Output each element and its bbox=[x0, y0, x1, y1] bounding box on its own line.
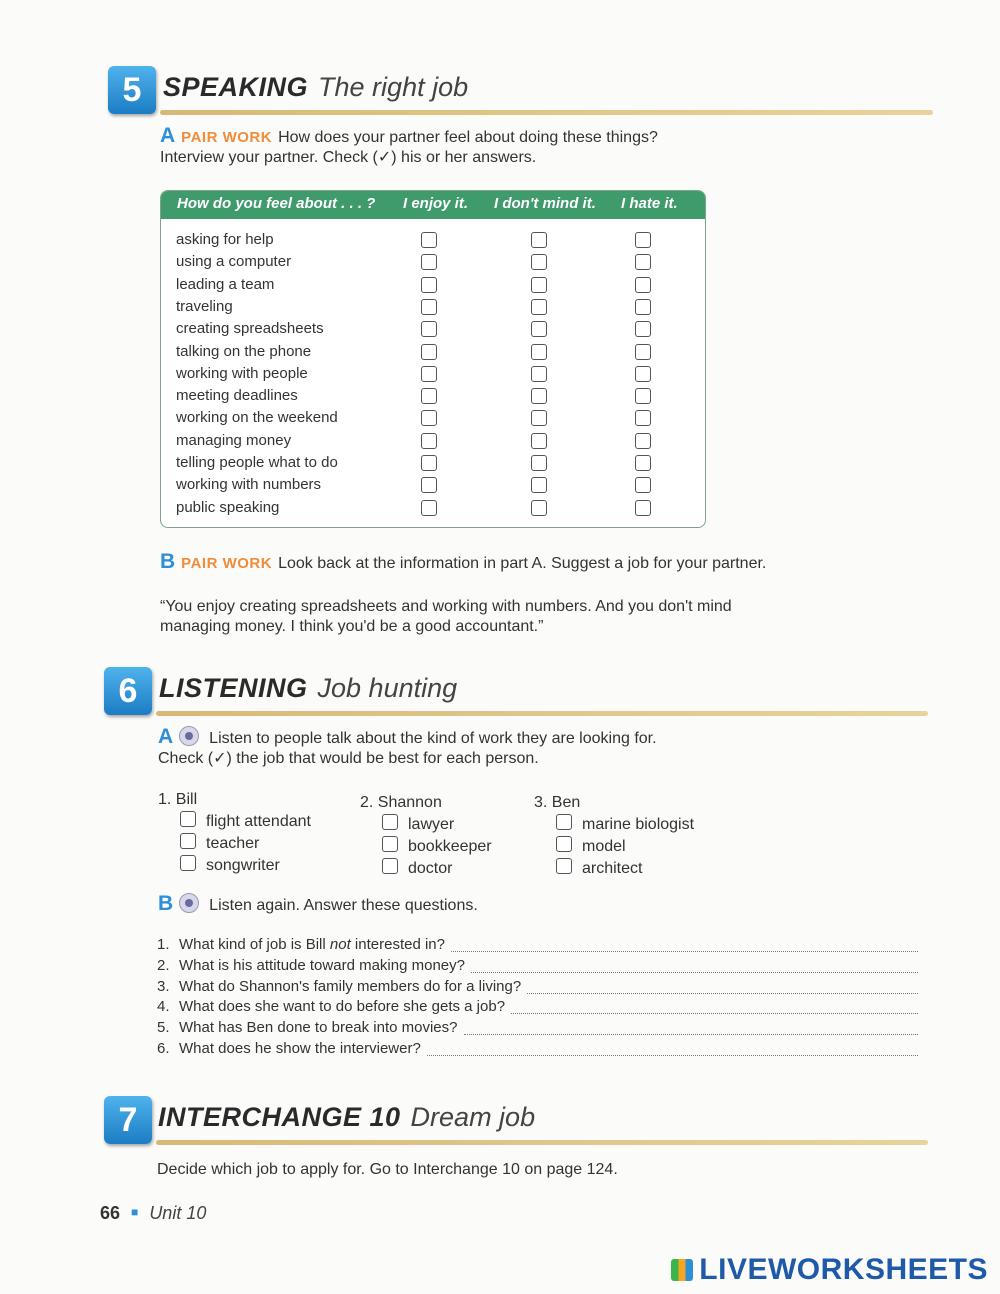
question-text: What is his attitude toward making money? bbox=[179, 956, 465, 974]
feelings-table-header bbox=[161, 191, 705, 219]
section-6-title bbox=[159, 673, 457, 704]
job-option-checkbox[interactable] bbox=[382, 858, 398, 874]
table-row-label: using a computer bbox=[176, 253, 292, 271]
table-row-label: creating spreadsheets bbox=[176, 320, 324, 338]
checkbox-enjoy[interactable] bbox=[421, 344, 437, 360]
question-item bbox=[157, 1019, 458, 1036]
logo-text: LIVEWORKSHEETS bbox=[699, 1253, 988, 1286]
job-option[interactable] bbox=[158, 855, 311, 877]
answer-line[interactable] bbox=[527, 993, 918, 994]
table-row-label: leading a team bbox=[176, 275, 275, 293]
question-text: What do Shannon's family members do for a living? bbox=[179, 977, 522, 995]
unit-label: Unit 10 bbox=[149, 1203, 207, 1223]
question-text: What does she want to do before she gets a job? bbox=[179, 998, 506, 1016]
question-number: 3. bbox=[157, 977, 170, 995]
checkbox-hate[interactable] bbox=[635, 344, 651, 360]
checkbox-hate[interactable] bbox=[635, 388, 651, 404]
section-7-title bbox=[158, 1102, 535, 1133]
checkbox-enjoy[interactable] bbox=[421, 277, 437, 293]
job-option-checkbox[interactable] bbox=[180, 855, 196, 871]
section-7-rule bbox=[156, 1140, 928, 1145]
table-row-label: public speaking bbox=[176, 498, 280, 516]
checkbox-hate[interactable] bbox=[635, 433, 651, 449]
checkbox-enjoy[interactable] bbox=[421, 455, 437, 471]
header-dont-mind: I don't mind it. bbox=[494, 195, 596, 212]
checkbox-dont-mind[interactable] bbox=[531, 500, 547, 516]
part-a-letter: A bbox=[160, 124, 176, 147]
job-option-label: lawyer bbox=[408, 816, 455, 833]
question-number: 4. bbox=[157, 998, 170, 1016]
section-7-number: 7 bbox=[104, 1096, 152, 1144]
checkbox-enjoy[interactable] bbox=[421, 366, 437, 382]
checkbox-dont-mind[interactable] bbox=[531, 455, 547, 471]
part-a-line2: Interview your partner. Check (✓) his or her answers. bbox=[160, 149, 537, 166]
section-6-rule bbox=[156, 711, 928, 716]
person-choice-group bbox=[360, 792, 492, 880]
checkbox-dont-mind[interactable] bbox=[531, 433, 547, 449]
question-item bbox=[157, 957, 465, 974]
checkbox-dont-mind[interactable] bbox=[531, 254, 547, 270]
checkbox-enjoy[interactable] bbox=[421, 299, 437, 315]
section-7-instruction: Decide which job to apply for. Go to Interchange 10 on page 124. bbox=[157, 1161, 618, 1178]
checkbox-hate[interactable] bbox=[635, 410, 651, 426]
part-b-letter-6: B bbox=[158, 892, 174, 915]
checkbox-dont-mind[interactable] bbox=[531, 410, 547, 426]
part-a-letter-6: A bbox=[158, 725, 174, 748]
checkbox-enjoy[interactable] bbox=[421, 232, 437, 248]
question-number: 1. bbox=[157, 936, 170, 953]
checkbox-hate[interactable] bbox=[635, 366, 651, 382]
job-option-label: model bbox=[582, 838, 626, 855]
job-option-checkbox[interactable] bbox=[382, 836, 398, 852]
section-6-subtitle: Job hunting bbox=[317, 673, 458, 703]
question-text: What has Ben done to break into movies? bbox=[179, 1019, 458, 1037]
question-item bbox=[157, 1040, 421, 1057]
header-enjoy: I enjoy it. bbox=[403, 195, 469, 212]
checkbox-dont-mind[interactable] bbox=[531, 344, 547, 360]
section-6-number: 6 bbox=[104, 667, 152, 715]
person-choice-group bbox=[158, 789, 311, 877]
part-b-letter: B bbox=[160, 550, 176, 573]
liveworksheets-logo[interactable] bbox=[671, 1253, 988, 1287]
checkbox-dont-mind[interactable] bbox=[531, 321, 547, 337]
job-option-label: architect bbox=[582, 860, 643, 877]
checkbox-enjoy[interactable] bbox=[421, 477, 437, 493]
question-text: What kind of job is Bill bbox=[179, 936, 330, 953]
pair-work-label-b: PAIR WORK bbox=[181, 555, 273, 572]
part-b-example bbox=[160, 597, 880, 637]
table-row-label: talking on the phone bbox=[176, 342, 312, 360]
job-option-label: doctor bbox=[408, 860, 453, 877]
page-number: 66 bbox=[100, 1203, 121, 1223]
job-option-label: bookkeeper bbox=[408, 838, 492, 855]
section-5-subtitle: The right job bbox=[318, 72, 469, 102]
table-row-label: working with numbers bbox=[176, 476, 322, 494]
checkbox-hate[interactable] bbox=[635, 477, 651, 493]
table-row-label: telling people what to do bbox=[176, 454, 338, 471]
job-option[interactable] bbox=[360, 836, 492, 858]
checkbox-enjoy[interactable] bbox=[421, 388, 437, 404]
section-6-heading: LISTENING bbox=[159, 673, 308, 703]
checkbox-enjoy[interactable] bbox=[421, 254, 437, 270]
audio-cd-icon-b[interactable] bbox=[179, 893, 199, 913]
question-number: 2. bbox=[157, 956, 170, 974]
job-option[interactable] bbox=[360, 858, 492, 880]
pair-work-label: PAIR WORK bbox=[181, 129, 273, 146]
checkbox-enjoy[interactable] bbox=[421, 321, 437, 337]
footer-square-icon: ■ bbox=[131, 1205, 139, 1219]
checkbox-dont-mind[interactable] bbox=[531, 388, 547, 404]
section-5-part-a-instructions bbox=[160, 126, 860, 168]
answer-line[interactable] bbox=[511, 1013, 918, 1014]
section-7-subtitle: Dream job bbox=[410, 1102, 536, 1132]
section-5-part-b bbox=[160, 552, 880, 574]
header-hate: I hate it. bbox=[621, 195, 678, 212]
checkbox-enjoy[interactable] bbox=[421, 433, 437, 449]
section-5-heading: SPEAKING bbox=[163, 72, 309, 102]
job-option-checkbox[interactable] bbox=[556, 836, 572, 852]
job-option-label: marine biologist bbox=[582, 816, 695, 833]
job-option-label: flight attendant bbox=[206, 813, 311, 830]
listening-a-line2: Check (✓) the job that would be best for each person. bbox=[158, 750, 539, 767]
page-footer bbox=[100, 1203, 206, 1224]
section-6-part-a-instructions bbox=[158, 726, 858, 769]
question-number: 6. bbox=[157, 1040, 170, 1057]
answer-line[interactable] bbox=[451, 951, 918, 952]
liveworksheets-logo-icon bbox=[671, 1259, 693, 1281]
question-emphasis: not bbox=[329, 936, 351, 953]
job-option-checkbox[interactable] bbox=[180, 811, 196, 827]
job-option[interactable] bbox=[360, 814, 492, 836]
checkbox-dont-mind[interactable] bbox=[531, 232, 547, 248]
answer-line[interactable] bbox=[464, 1034, 918, 1035]
checkbox-dont-mind[interactable] bbox=[531, 477, 547, 493]
table-row-label: working with people bbox=[176, 364, 308, 382]
checkbox-dont-mind[interactable] bbox=[531, 277, 547, 293]
person-name: 1. Bill bbox=[158, 791, 198, 808]
job-option[interactable] bbox=[158, 833, 311, 855]
table-row-label: traveling bbox=[176, 297, 233, 315]
person-name: 3. Ben bbox=[534, 794, 581, 811]
checkbox-hate[interactable] bbox=[635, 277, 651, 293]
checkbox-hate[interactable] bbox=[635, 254, 651, 270]
checkbox-hate[interactable] bbox=[635, 232, 651, 248]
checkbox-dont-mind[interactable] bbox=[531, 366, 547, 382]
table-row-label: meeting deadlines bbox=[176, 387, 298, 405]
question-number: 5. bbox=[157, 1019, 170, 1037]
person-name: 2. Shannon bbox=[360, 794, 442, 811]
section-5-number: 5 bbox=[108, 66, 156, 114]
question-item bbox=[157, 998, 505, 1015]
checkbox-dont-mind[interactable] bbox=[531, 299, 547, 315]
job-option-label: teacher bbox=[206, 835, 260, 852]
job-option-checkbox[interactable] bbox=[556, 858, 572, 874]
section-5-title bbox=[163, 72, 468, 103]
job-option[interactable] bbox=[158, 811, 311, 833]
checkbox-hate[interactable] bbox=[635, 455, 651, 471]
checkbox-hate[interactable] bbox=[635, 321, 651, 337]
table-row-label: managing money bbox=[176, 431, 292, 449]
checkbox-hate[interactable] bbox=[635, 299, 651, 315]
question-text: What does he show the interviewer? bbox=[179, 1040, 421, 1057]
listening-b-instruction: Listen again. Answer these questions. bbox=[209, 897, 478, 914]
question-text-end: interested in? bbox=[350, 936, 445, 953]
section-6-part-b bbox=[158, 893, 758, 916]
example-line2: managing money. I think you'd be a good accountant.” bbox=[160, 618, 544, 635]
listening-a-line1: Listen to people talk about the kind of work they are looking for. bbox=[209, 730, 657, 747]
job-option-checkbox[interactable] bbox=[382, 814, 398, 830]
job-option[interactable] bbox=[534, 858, 694, 880]
part-b-instruction: Look back at the information in part A. Suggest a job for your partner. bbox=[278, 555, 767, 572]
section-5-rule bbox=[160, 110, 933, 115]
checkbox-enjoy[interactable] bbox=[421, 410, 437, 426]
job-option-checkbox[interactable] bbox=[556, 814, 572, 830]
checkbox-enjoy[interactable] bbox=[421, 500, 437, 516]
job-option[interactable] bbox=[534, 814, 694, 836]
section-7-heading: INTERCHANGE 10 bbox=[158, 1102, 401, 1132]
job-option-checkbox[interactable] bbox=[180, 833, 196, 849]
answer-line[interactable] bbox=[427, 1055, 918, 1056]
job-option[interactable] bbox=[534, 836, 694, 858]
question-item bbox=[157, 978, 521, 995]
part-a-line1: How does your partner feel about doing these things? bbox=[278, 129, 658, 146]
person-choice-group bbox=[534, 792, 694, 880]
header-question: How do you feel about . . . ? bbox=[177, 195, 376, 212]
table-row-label: asking for help bbox=[176, 231, 274, 248]
feelings-table bbox=[160, 190, 706, 528]
question-item bbox=[157, 936, 445, 953]
audio-cd-icon[interactable] bbox=[179, 726, 199, 746]
job-option-label: songwriter bbox=[206, 857, 280, 874]
answer-line[interactable] bbox=[471, 972, 918, 973]
table-row-label: working on the weekend bbox=[176, 409, 338, 427]
checkbox-hate[interactable] bbox=[635, 500, 651, 516]
example-line1: “You enjoy creating spreadsheets and working with numbers. And you don't mind bbox=[160, 598, 732, 615]
